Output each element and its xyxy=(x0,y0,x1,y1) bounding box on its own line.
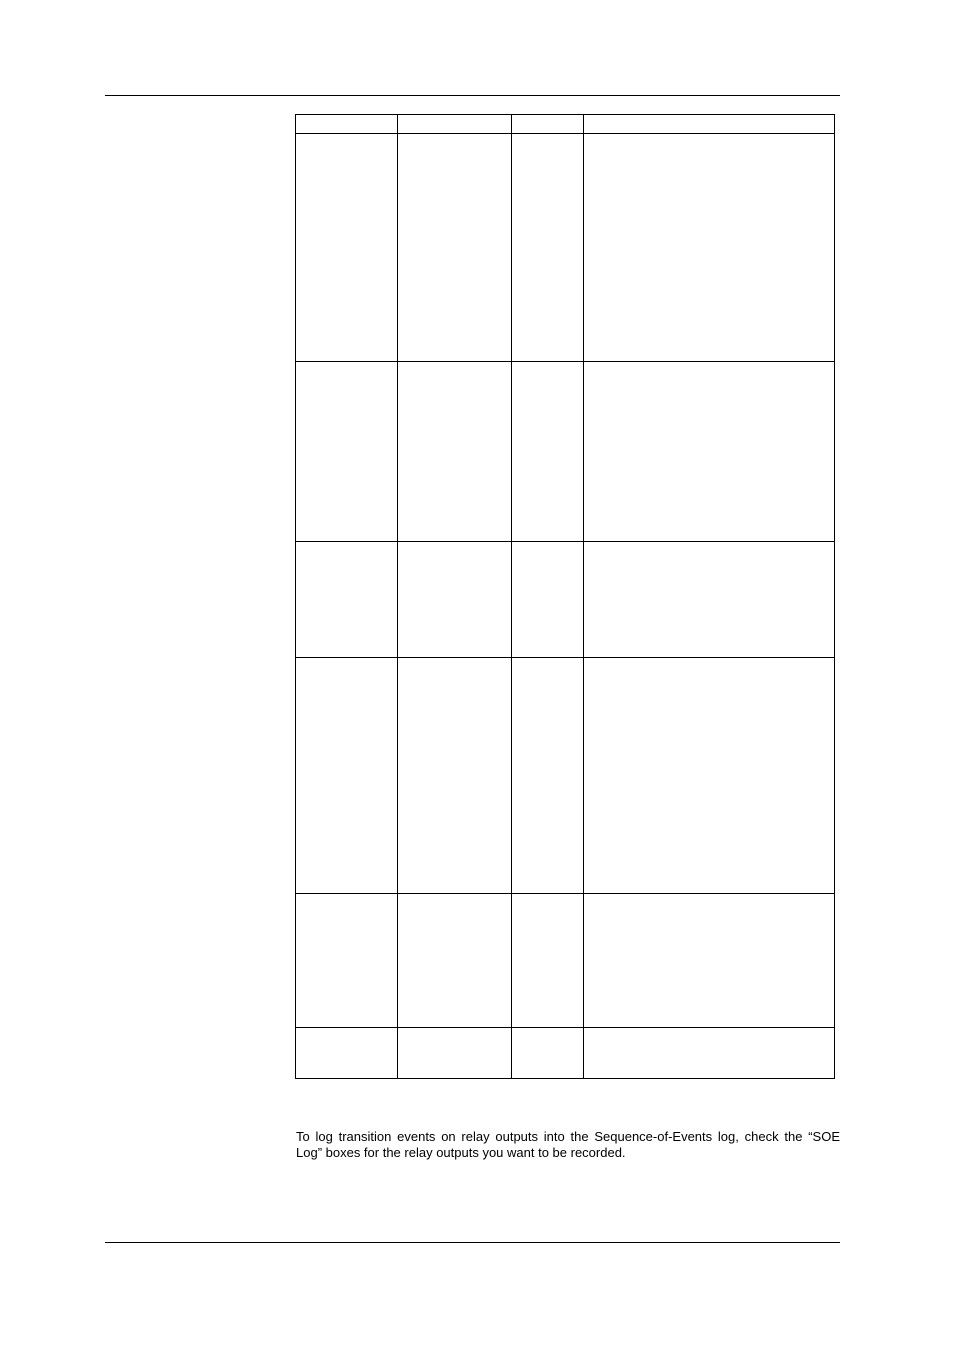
table-cell xyxy=(512,542,584,658)
table-header-row xyxy=(296,115,835,134)
table-header-cell xyxy=(584,115,835,134)
table-cell xyxy=(584,894,835,1028)
table-cell xyxy=(584,1028,835,1079)
table-cell xyxy=(512,134,584,362)
table-cell xyxy=(398,1028,512,1079)
table-header-cell xyxy=(296,115,398,134)
table-cell xyxy=(296,362,398,542)
table-cell xyxy=(584,658,835,894)
table-row xyxy=(296,362,835,542)
table-cell xyxy=(584,134,835,362)
table-row xyxy=(296,134,835,362)
table-row xyxy=(296,894,835,1028)
table-header-cell xyxy=(398,115,512,134)
table-cell xyxy=(398,134,512,362)
table-row xyxy=(296,658,835,894)
header-rule xyxy=(105,95,840,96)
table-cell xyxy=(512,658,584,894)
table-cell xyxy=(584,362,835,542)
table-cell xyxy=(296,134,398,362)
table-cell xyxy=(512,362,584,542)
table-cell xyxy=(398,894,512,1028)
table-header-cell xyxy=(512,115,584,134)
table-cell xyxy=(398,658,512,894)
table-cell xyxy=(296,658,398,894)
table-cell xyxy=(296,894,398,1028)
footer-rule xyxy=(105,1242,840,1243)
table-row xyxy=(296,542,835,658)
table-cell xyxy=(512,894,584,1028)
table-cell xyxy=(296,1028,398,1079)
table-cell xyxy=(398,542,512,658)
table-row xyxy=(296,1028,835,1079)
table-cell xyxy=(398,362,512,542)
table-cell xyxy=(512,1028,584,1079)
table-cell xyxy=(296,542,398,658)
table-cell xyxy=(584,542,835,658)
settings-table xyxy=(295,114,835,1079)
soe-log-note: To log transition events on relay outputs into the Sequence-of-Events log, check the “SOE Log” boxes for the relay outputs you want to be recorded. xyxy=(296,1129,840,1160)
